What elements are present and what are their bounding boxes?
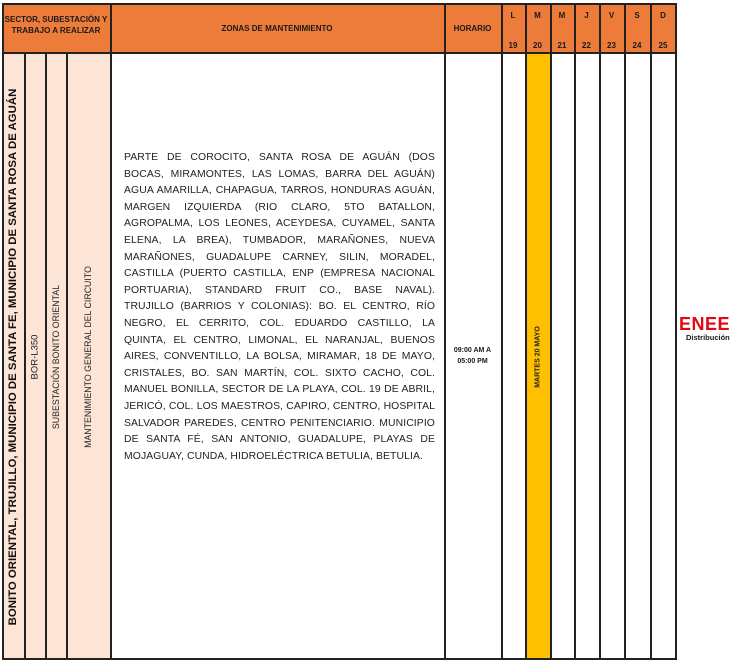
day-number: 21 (557, 41, 567, 50)
enee-logo-brand: ENEE (679, 314, 731, 334)
day-number: 23 (607, 41, 616, 50)
day-letter: D (660, 11, 666, 20)
enee-logo-subtitle: Distribución (686, 333, 730, 342)
scheduled-day-cell (526, 53, 550, 660)
day-number: 20 (533, 41, 542, 50)
substation-text: SUBESTACIÓN BONITO ORIENTAL (50, 284, 61, 429)
day-header-24 (624, 3, 650, 53)
day-number: 24 (632, 41, 642, 50)
scheduled-day-text: MARTES 20 MAYO (534, 325, 542, 388)
header-sector (2, 14, 110, 36)
circuit-cell (24, 53, 45, 660)
day-letter: M (534, 11, 541, 20)
day-number: 22 (582, 41, 591, 50)
header-zonas-label: ZONAS DE MANTENIMIENTO (221, 24, 333, 33)
day-letter: S (634, 11, 640, 20)
sector-cell (2, 53, 24, 660)
day-header-22 (574, 3, 599, 53)
day-number: 25 (658, 41, 668, 50)
sector-text: BONITO ORIENTAL, TRUJILLO, MUNICIPIO DE SANTA FE, MUNICIPIO DE SANTA ROSA DE AGUÁN (7, 88, 19, 625)
horario-cell (444, 345, 501, 367)
day-header-25 (650, 3, 676, 53)
day-header-19 (501, 3, 525, 53)
header-sector-label: SECTOR, SUBESTACIÓN Y TRABAJO A REALIZAR (4, 15, 108, 35)
day-number: 19 (508, 41, 518, 50)
day-letter: V (608, 11, 615, 20)
enee-logo (676, 315, 746, 345)
circuit-text: BOR-L350 (29, 334, 40, 379)
substation-cell (45, 53, 66, 660)
day-letter: L (510, 11, 516, 20)
header-horario (444, 23, 501, 34)
day-letter: J (584, 11, 589, 20)
work-text: MANTENIMIENTO GENERAL DEL CIRCUITO (83, 265, 93, 448)
day-header-20 (525, 3, 550, 53)
horario-start: 09:00 AM A (453, 347, 492, 354)
header-horario-label: HORARIO (453, 24, 492, 33)
day-header-21 (550, 3, 574, 53)
zones-text: PARTE DE COROCITO, SANTA ROSA DE AGUÁN (DOS BOCAS, MIRAMONTES, LAS LOMAS, BARRA DEL AGUÁN) AGUA AMARILLA, CHAPAGUA, TARROS, HONDURAS AGUÁN, MARGEN IZQUIERDA (RIO CLARO, 5TO BATALLON, AGROPALMA, LOS LEONES, ACEYDESA, CUYAMEL, SANTA ELENA, LA BREA), TUMBADOR, MARAÑONES, NUEVA MARAÑONES, GUADALUPE CARNEY, SILIN, MORADEL, CASTILLA (PUERTO CASTILLA, ENP (EMPRESA NACIONAL PORTUARIA), STANDARD FRUIT CO., BASE NAVAL). TRUJILLO (BARRIOS Y COLONIAS): BO. EL CENTRO, RÍO NEGRO, EL CERRITO, COL. EDUARDO CASTILLO, LA QUINTA, EL CENTRO, LIMONAL, EL NARANJAL, BUENOS AIRES, CONVENTILLO, LA BOLSA, MIRAMAR, 18 DE MAYO, CRISTALES, BO. SAN MARTÍN, COL. SIXTO CACHO, COL. MANUEL BONILLA, SECTOR DE LA PLAYA, COL. 19 DE ABRIL, JERICÓ, COL. LOS MAESTROS, CAPIRO, CENTRO, HOSPITAL SALVADOR PAREDES, CENTRO PENITENCIARIO. MUNICIPIO DE SANTA FÉ, SAN ANTONIO, GUADALUPE, PLAYAS DE MOJAGUAY, CUNDA, HIDROELÉCTRICA BETULIA, BETULIA. (124, 152, 435, 462)
work-cell (66, 53, 110, 660)
day-header-23 (599, 3, 624, 53)
horario-end: 05:00 PM (457, 358, 488, 365)
day-letter: M (558, 11, 566, 20)
header-zonas (110, 23, 444, 34)
